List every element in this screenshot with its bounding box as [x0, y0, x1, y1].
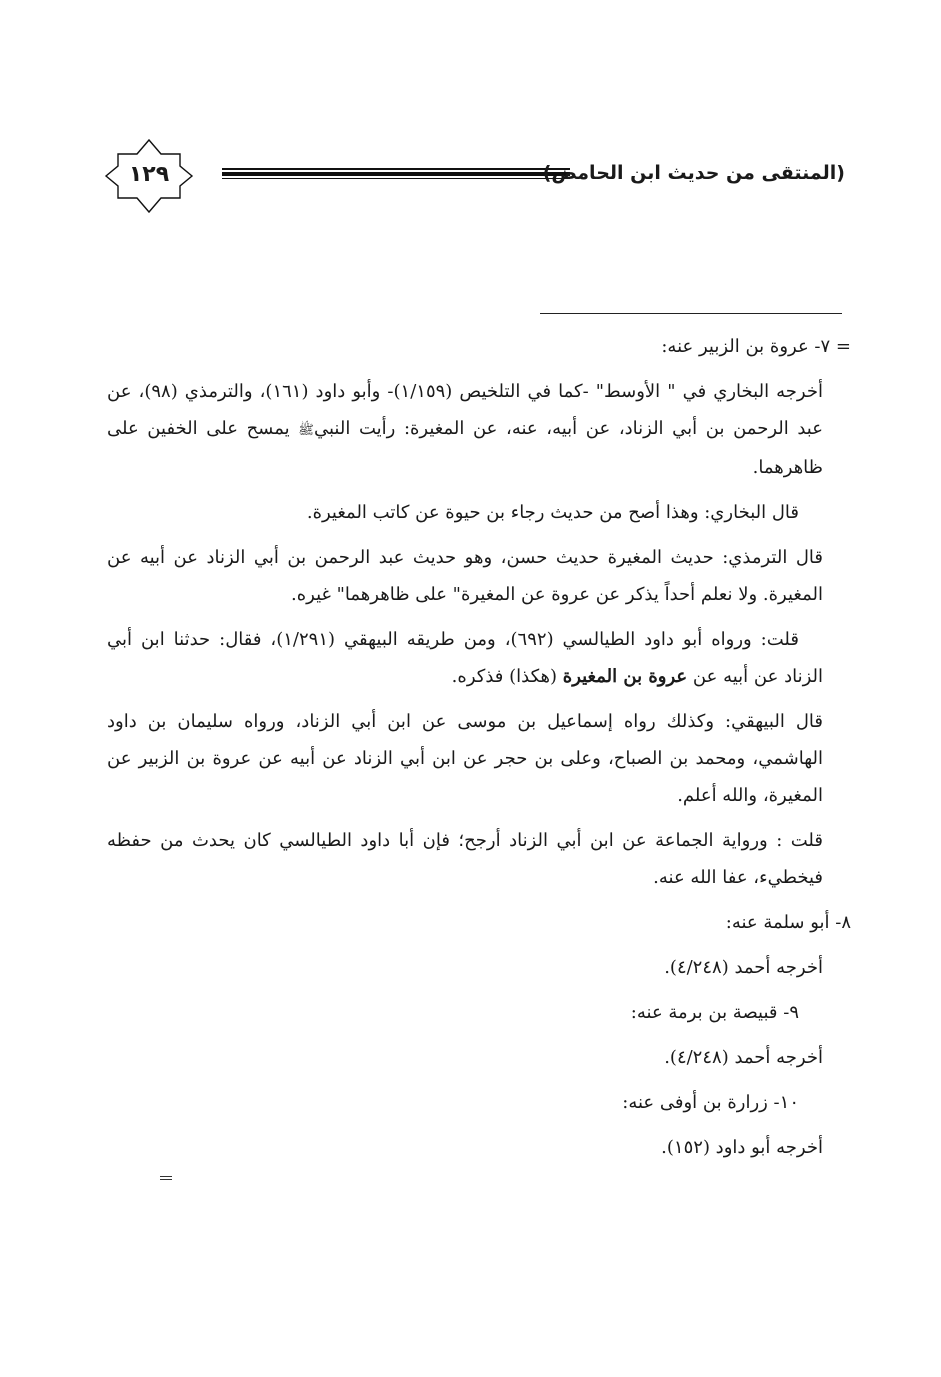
- continuation-mark: [160, 1176, 172, 1182]
- footnote-text: قلت : ورواية الجماعة عن ابن أبي الزناد أرجح؛ فإن أبا داود الطيالسي كان يحدث من حفظه فيخطيء، عفا الله عنه.: [107, 830, 823, 888]
- footnote-text: أخرجه أحمد (٤/٢٤٨).: [664, 1047, 823, 1068]
- footnote-text: ١٠- زرارة بن أوفى عنه:: [622, 1092, 799, 1113]
- page-number: ١٢٩: [128, 162, 170, 187]
- footnote-text: أخرجه أحمد (٤/٢٤٨).: [664, 957, 823, 978]
- footnote-text: قلت: ورواه أبو داود الطيالسي (٦٩٢)، ومن طريقه البيهقي (١/٢٩١)، فقال: حدثنا ابن أبي الزناد عن أبيه عن: [107, 629, 823, 687]
- footnote-text: ٩- قبيصة بن برمة عنه:: [630, 1002, 799, 1023]
- footnote-text: قال الترمذي: حديث المغيرة حديث حسن، وهو حديث عبد الرحمن بن أبي الزناد عن أبيه عن المغيرة. ولا نعلم أحداً يذكر عن عروة عن المغيرة" على ظاهرهما" غيره.: [107, 547, 823, 605]
- footnote-paragraph: [107, 822, 823, 896]
- bold-narrator-name: عروة بن المغيرة: [562, 666, 688, 687]
- footnote-paragraph: [107, 1039, 823, 1076]
- footnote-text: قال البيهقي: وكذلك رواه إسماعيل بن موسى عن ابن أبي الزناد، ورواه سليمان بن داود الهاشمي، ومحمد بن الصباح، وعلى بن حجر عن ابن أبي الزناد عن أبيه عن عروة بن الزبير عن المغيرة، والله أعلم.: [107, 711, 823, 806]
- footnote-text: = ٧- عروة بن الزبير عنه:: [661, 336, 851, 357]
- footnote-separator: [540, 313, 842, 314]
- footnote-paragraph: [107, 621, 823, 695]
- footnote-paragraph: [107, 703, 823, 814]
- header-rule: [222, 168, 570, 179]
- footnote-paragraph: [107, 1084, 823, 1121]
- footnote-paragraph: [107, 494, 823, 531]
- honorific-glyph: ﷺ: [298, 423, 314, 438]
- footnote-text: أخرجه أبو داود (١٥٢).: [661, 1137, 823, 1158]
- footnote-paragraph: [107, 328, 851, 365]
- footnote-text: ٨- أبو سلمة عنه:: [725, 912, 851, 933]
- footnote-paragraph: [107, 539, 823, 613]
- footnote-text: أخرجه البخاري في " الأوسط" -كما في التلخيص (١/١٥٩)- وأبو داود (١٦١)، والترمذي (٩٨)، عن عبد الرحمن بن أبي الزناد، عن أبيه، عنه، عن المغيرة: رأيت النبي: [107, 381, 823, 439]
- footnote-text: يمسح على الخفين على ظاهرهما.: [107, 418, 823, 478]
- footnote-paragraph: [107, 1129, 823, 1166]
- running-title: (المنتقى من حديث ابن الحامض): [542, 162, 845, 184]
- footnote-paragraph: [107, 904, 851, 941]
- footnote-paragraph: [107, 373, 823, 486]
- footnote-text: (هكذا) فذكره.: [451, 666, 558, 687]
- page-number-badge: [104, 138, 194, 214]
- footnote-text: قال البخاري: وهذا أصح من حديث رجاء بن حيوة عن كاتب المغيرة.: [306, 502, 799, 523]
- footnote-paragraph: [107, 949, 823, 986]
- footnote-paragraph: [107, 994, 823, 1031]
- footnote-body: [107, 328, 851, 1174]
